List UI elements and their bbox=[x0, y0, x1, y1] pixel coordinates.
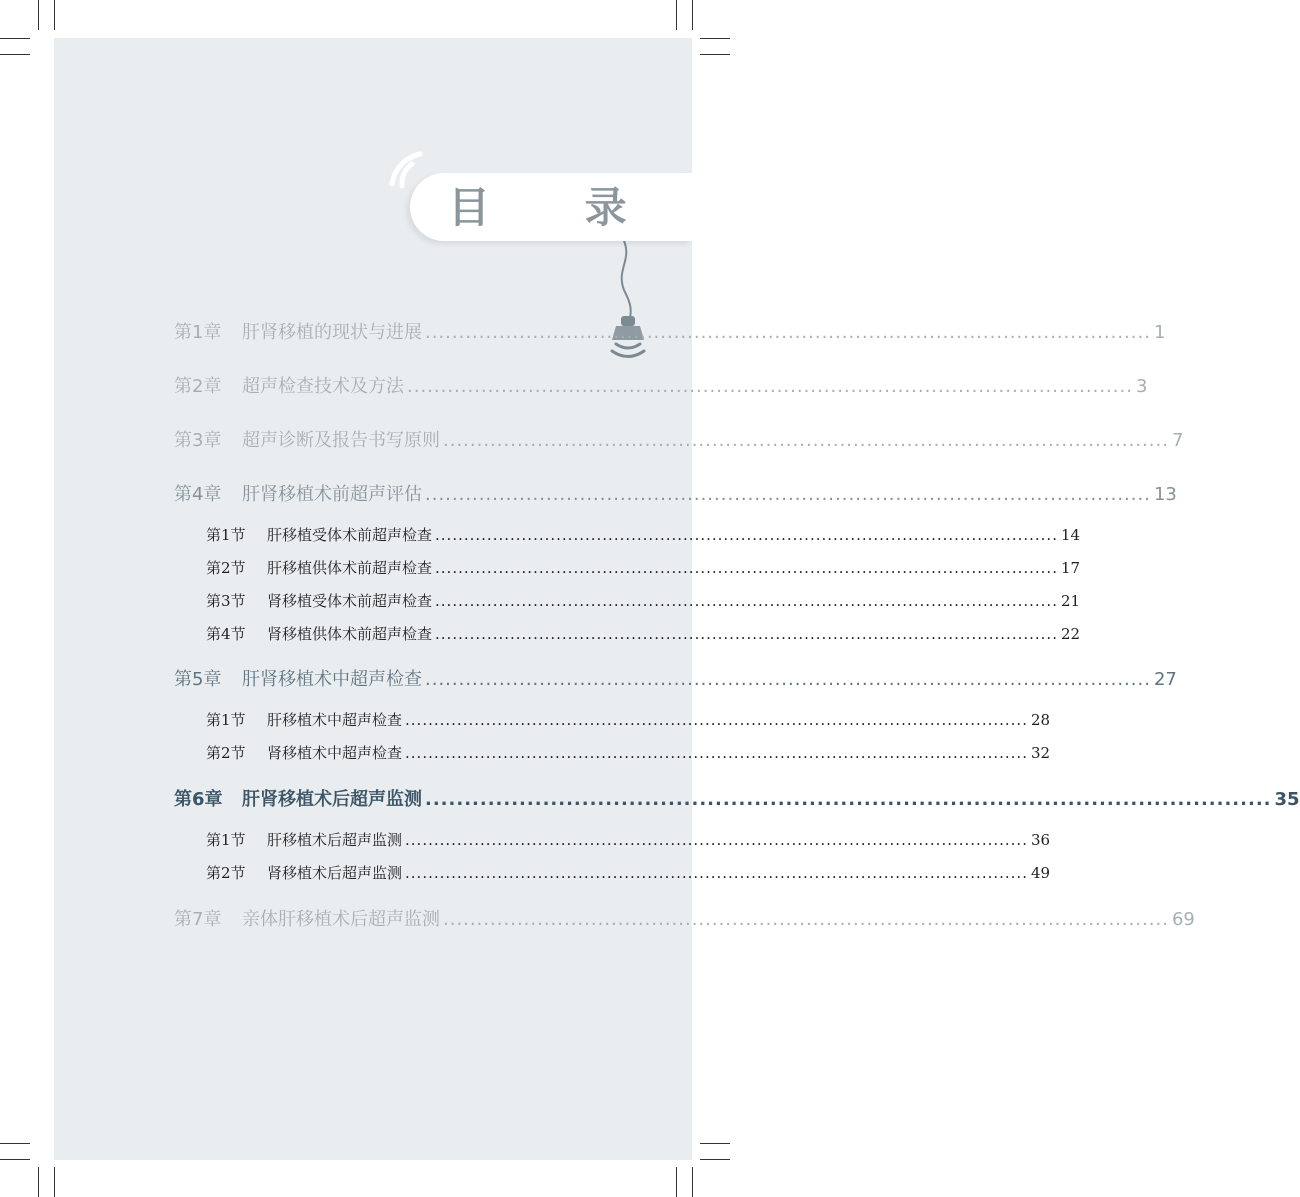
leader-dots: ............................................................................................................ bbox=[443, 430, 1169, 451]
chapter-title: 肝肾移植术中超声检查 bbox=[242, 669, 422, 690]
section-title: 肾移植术中超声检查 bbox=[267, 744, 403, 762]
page-number: 7 bbox=[1171, 430, 1184, 451]
page-number: 21 bbox=[1060, 592, 1081, 610]
section-number: 第1节 bbox=[206, 711, 246, 729]
leader-dots: ............................................................................................................ bbox=[407, 376, 1133, 397]
leader-dots: ............................................................................................................ bbox=[425, 322, 1151, 343]
section-title: 肝移植术中超声检查 bbox=[267, 711, 403, 729]
crop-mark bbox=[700, 1159, 730, 1160]
leader-dots: ............................................................................................................ bbox=[425, 484, 1151, 505]
leader-dots: ............................................................................................................ bbox=[435, 592, 1058, 610]
toc-chapter[interactable] bbox=[174, 785, 1300, 811]
page-number: 35 bbox=[1274, 789, 1300, 810]
crop-mark bbox=[0, 38, 30, 39]
page-title: 目 录 bbox=[448, 183, 667, 232]
leader-dots: ............................................................................................................ bbox=[405, 831, 1028, 849]
section-title: 肾移植供体术前超声检查 bbox=[267, 625, 433, 643]
section-title: 肾移植受体术前超声检查 bbox=[267, 592, 433, 610]
toc-section[interactable] bbox=[206, 557, 1081, 578]
page-number: 22 bbox=[1060, 625, 1081, 643]
section-number: 第3节 bbox=[206, 592, 246, 610]
crop-mark bbox=[38, 1167, 39, 1197]
page-number: 28 bbox=[1030, 711, 1051, 729]
crop-mark bbox=[676, 1167, 677, 1197]
page-number: 13 bbox=[1153, 484, 1177, 505]
leader-dots: ............................................................................................................ bbox=[405, 864, 1028, 882]
toc-section[interactable] bbox=[206, 862, 1051, 883]
section-number: 第2节 bbox=[206, 559, 246, 577]
crop-mark bbox=[676, 0, 677, 30]
leader-dots: ............................................................................................................ bbox=[405, 711, 1028, 729]
toc-section[interactable] bbox=[206, 829, 1051, 850]
leader-dots: ............................................................................................................ bbox=[425, 789, 1272, 810]
crop-mark bbox=[700, 38, 730, 39]
chapter-number: 第1章 bbox=[174, 322, 222, 343]
crop-mark bbox=[0, 1159, 30, 1160]
page-number: 27 bbox=[1153, 669, 1177, 690]
crop-mark bbox=[692, 1167, 693, 1197]
toc-section[interactable] bbox=[206, 742, 1051, 763]
section-number: 第1节 bbox=[206, 526, 246, 544]
section-number: 第4节 bbox=[206, 625, 246, 643]
chapter-title: 超声诊断及报告书写原则 bbox=[242, 430, 440, 451]
toc-chapter[interactable] bbox=[174, 372, 1148, 398]
section-title: 肝移植供体术前超声检查 bbox=[267, 559, 433, 577]
section-title: 肝移植术后超声监测 bbox=[267, 831, 403, 849]
chapter-number: 第7章 bbox=[174, 909, 222, 930]
section-number: 第2节 bbox=[206, 864, 246, 882]
chapter-number: 第4章 bbox=[174, 484, 222, 505]
toc-section[interactable] bbox=[206, 590, 1081, 611]
page-number: 17 bbox=[1060, 559, 1081, 577]
page-number: 14 bbox=[1060, 526, 1081, 544]
crop-mark bbox=[38, 0, 39, 30]
chapter-title: 超声检查技术及方法 bbox=[242, 376, 404, 397]
page-number: 1 bbox=[1153, 322, 1166, 343]
leader-dots: ............................................................................................................ bbox=[405, 744, 1028, 762]
leader-dots: ............................................................................................................ bbox=[443, 909, 1169, 930]
crop-mark bbox=[0, 54, 30, 55]
chapter-number: 第3章 bbox=[174, 430, 222, 451]
crop-mark bbox=[54, 1167, 55, 1197]
chapter-number: 第5章 bbox=[174, 669, 222, 690]
page-number: 69 bbox=[1171, 909, 1195, 930]
crop-mark bbox=[700, 54, 730, 55]
section-number: 第1节 bbox=[206, 831, 246, 849]
chapter-title: 亲体肝移植术后超声监测 bbox=[242, 909, 440, 930]
toc-chapter[interactable] bbox=[174, 426, 1184, 452]
section-title: 肾移植术后超声监测 bbox=[267, 864, 403, 882]
toc-section[interactable] bbox=[206, 623, 1081, 644]
chapter-title: 肝肾移植术前超声评估 bbox=[242, 484, 422, 505]
page-number: 49 bbox=[1030, 864, 1051, 882]
toc-chapter[interactable] bbox=[174, 480, 1177, 506]
crop-mark bbox=[692, 0, 693, 30]
toc-section[interactable] bbox=[206, 524, 1081, 545]
toc-section[interactable] bbox=[206, 709, 1051, 730]
section-title: 肝移植受体术前超声检查 bbox=[267, 526, 433, 544]
toc-chapter[interactable] bbox=[174, 905, 1195, 931]
leader-dots: ............................................................................................................ bbox=[435, 625, 1058, 643]
leader-dots: ............................................................................................................ bbox=[435, 526, 1058, 544]
chapter-number: 第2章 bbox=[174, 376, 222, 397]
crop-mark bbox=[700, 1143, 730, 1144]
crop-mark bbox=[0, 1143, 30, 1144]
crop-mark bbox=[54, 0, 55, 30]
chapter-title: 肝肾移植的现状与进展 bbox=[242, 322, 422, 343]
page-number: 36 bbox=[1030, 831, 1051, 849]
chapter-title: 肝肾移植术后超声监测 bbox=[242, 789, 422, 810]
leader-dots: ............................................................................................................ bbox=[425, 669, 1151, 690]
leader-dots: ............................................................................................................ bbox=[435, 559, 1058, 577]
toc-chapter[interactable] bbox=[174, 318, 1166, 344]
section-number: 第2节 bbox=[206, 744, 246, 762]
page-number: 32 bbox=[1030, 744, 1051, 762]
toc-chapter[interactable] bbox=[174, 665, 1177, 691]
chapter-number: 第6章 bbox=[174, 789, 223, 810]
page-number: 3 bbox=[1135, 376, 1148, 397]
